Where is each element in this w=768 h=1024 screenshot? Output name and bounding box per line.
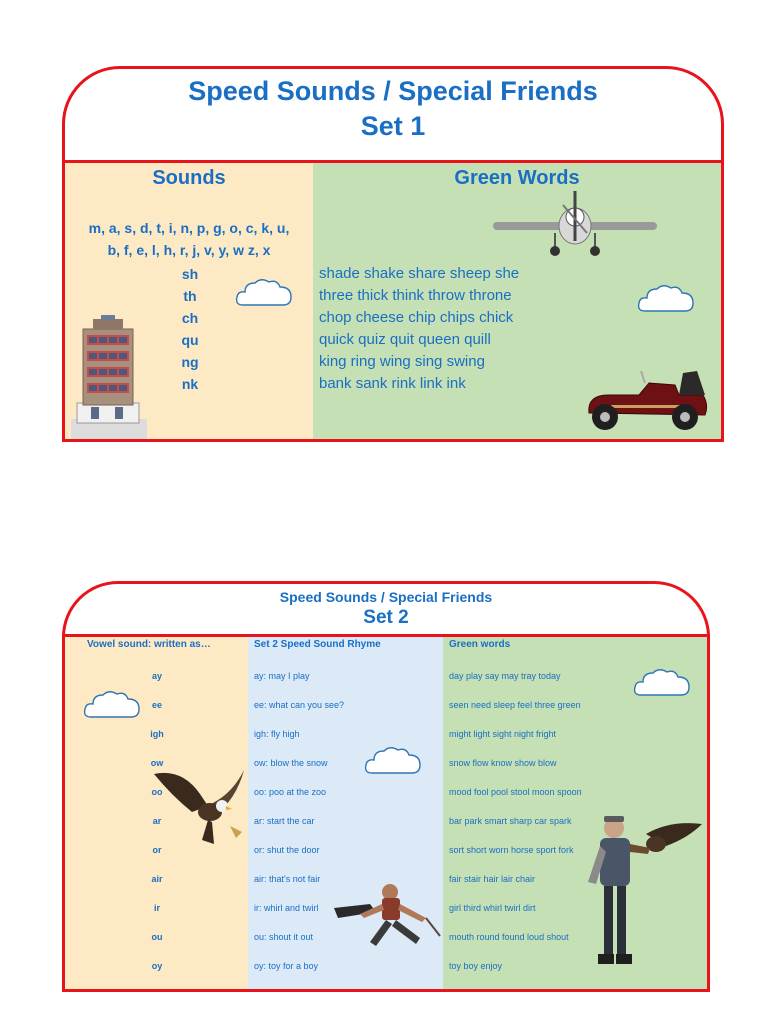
rhyme-ee: ee: what can you see? [254, 700, 345, 710]
set1-panels [62, 160, 724, 442]
sound-air: air [151, 874, 163, 884]
set2-header [62, 581, 710, 637]
words-ch: chop cheese chip chips chick [319, 309, 514, 326]
set2-title: Speed Sounds / Special Friends [279, 589, 493, 605]
pilot-with-eagle-image [584, 806, 708, 980]
sound-ow: ow [150, 758, 164, 768]
words-air: fair stair hair lair chair [449, 874, 536, 884]
sound-ar: ar [152, 816, 162, 826]
runner-character-image [330, 878, 446, 952]
sound-igh: igh [150, 729, 164, 739]
car-image [579, 365, 711, 435]
sound-ir: ir [153, 903, 160, 913]
rhyme-ou: ou: shout it out [254, 932, 314, 942]
sound-ee: ee [151, 700, 162, 710]
words-oy: toy boy enjoy [449, 961, 503, 971]
words-ou: mouth round found loud shout [449, 932, 569, 942]
cloud-icon [233, 275, 295, 309]
cloud-icon [631, 665, 693, 699]
words-th: three thick think throw throne [319, 287, 512, 304]
set1-word-list [319, 263, 579, 395]
words-qu: quick quiz quit queen quill [319, 331, 491, 348]
sound-or: or [152, 845, 162, 855]
set1-title: Speed Sounds / Special Friends [188, 76, 598, 106]
words-ar: bar park smart sharp car spark [449, 816, 572, 826]
cloud-icon [362, 743, 424, 777]
rhyme-oy: oy: toy for a boy [254, 961, 319, 971]
sounds-heading: Sounds [152, 167, 226, 189]
cloud-icon [81, 687, 143, 721]
words-nk: bank sank rink link ink [319, 375, 466, 392]
vowel-sound-heading: Vowel sound: written as… [87, 639, 211, 650]
words-oo: mood fool pool stool moon spoon [449, 787, 582, 797]
rhyme-oo: oo: poo at the zoo [254, 787, 327, 797]
set1-sound-list [155, 263, 225, 395]
words-sh: shade shake share sheep she [319, 265, 520, 282]
sound-oy: oy [151, 961, 163, 971]
words-or: sort short worn horse sport fork [449, 845, 574, 855]
rhyme-ar: ar: start the car [254, 816, 315, 826]
sound-ch: ch [181, 310, 199, 326]
sound-ng: ng [181, 354, 199, 370]
sound-sh: sh [181, 266, 199, 282]
alphabet-line-1: m, a, s, d, t, i, n, p, g, o, c, k, u, [88, 220, 290, 236]
rhyme-igh: igh: fly high [254, 729, 300, 739]
words-ay: day play say may tray today [449, 671, 561, 681]
set1-sounds-panel [65, 163, 313, 439]
rhyme-air: air: that's not fair [254, 874, 321, 884]
eagle-image [152, 766, 252, 846]
sound-ou: ou [151, 932, 163, 942]
sound-oo: oo [151, 787, 163, 797]
set2-green-words-heading: Green words [449, 639, 511, 650]
set1-header [62, 66, 724, 163]
sound-ay: ay [151, 671, 162, 681]
sound-qu: qu [181, 332, 199, 348]
set1-subtitle: Set 1 [360, 111, 426, 141]
green-words-heading: Green Words [454, 167, 580, 189]
airplane-image [489, 189, 661, 257]
words-igh: might light sight night fright [449, 729, 557, 739]
set2-subtitle: Set 2 [363, 607, 409, 628]
building-image [69, 315, 149, 439]
words-ng: king ring wing sing swing [319, 353, 485, 370]
cloud-icon [635, 281, 697, 315]
alphabet-line-2: b, f, e, l, h, r, j, v, y, w z, x [107, 242, 271, 258]
words-ir: girl third whirl twirl dirt [449, 903, 536, 913]
rhyme-ow: ow: blow the snow [254, 758, 328, 768]
rhyme-or: or: shut the door [254, 845, 320, 855]
sound-nk: nk [181, 376, 199, 392]
rhyme-ay: ay: may I play [254, 671, 310, 681]
rhyme-ir: ir: whirl and twirl [254, 903, 319, 913]
words-ee: seen need sleep feel three green [449, 700, 581, 710]
set1-green-words-panel [313, 163, 721, 439]
sound-th: th [183, 288, 197, 304]
words-ow: snow flow know show blow [449, 758, 557, 768]
rhyme-heading: Set 2 Speed Sound Rhyme [254, 639, 381, 650]
